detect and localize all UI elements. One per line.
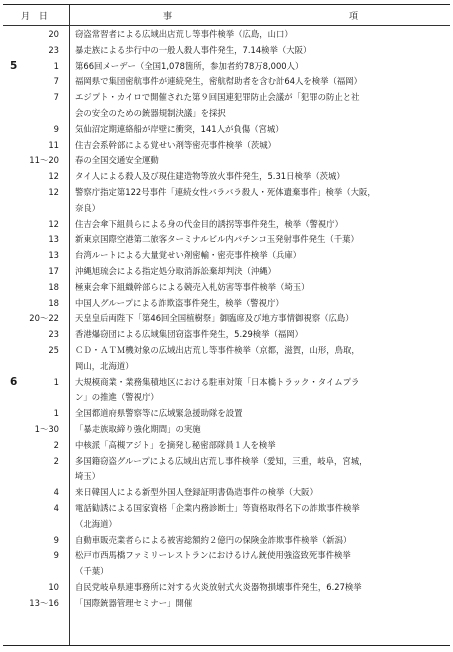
day-label: 2	[53, 455, 59, 466]
day-label: 20～22	[29, 313, 59, 324]
table-row	[3, 169, 450, 185]
table-header	[3, 5, 450, 26]
event-text: 「国際銃器管理セミナー」開催	[75, 597, 193, 608]
day-label: 1～30	[34, 423, 59, 434]
table-row	[3, 533, 450, 549]
event-text: 極東会傘下組織幹部らによる競売入札妨害等事件検挙（埼玉）	[75, 281, 310, 292]
day-label: 13	[48, 234, 59, 245]
event-text: 来日韓国人による新型外国人登録証明書偽造事件の検挙（大阪）	[75, 487, 318, 498]
event-text: 多国籍窃盗グループによる広域出店荒し事件検挙（愛知，三重，岐阜，宮城， 埼玉）	[75, 455, 368, 482]
day-label: 7	[53, 76, 59, 87]
table-row	[3, 580, 450, 596]
table-row	[3, 217, 450, 233]
day-label: 20	[48, 29, 59, 39]
header-event: 事	[163, 12, 181, 22]
event-text: 全国都道府県警察等に広域緊急援助隊を設置	[75, 408, 243, 419]
day-label: 12	[48, 186, 59, 197]
event-text: 住吉会系幹部による覚せい剤等密売事件検挙（茨城）	[75, 139, 276, 150]
day-label: 10	[48, 581, 59, 592]
table-row	[3, 311, 450, 327]
event-text: 第66回メーデー（全国1,078箇所，参加者約78万8,000人）	[75, 60, 304, 71]
table-row	[3, 74, 450, 90]
table-row	[3, 327, 450, 343]
header-date: 月 日	[21, 12, 51, 22]
day-label: 9	[53, 534, 59, 545]
day-label: 23	[48, 44, 59, 55]
day-label: 9	[53, 550, 59, 561]
day-label: 4	[53, 487, 59, 498]
table-row	[3, 122, 450, 138]
table-row	[3, 438, 450, 454]
day-label: 12	[48, 171, 59, 182]
event-text: 松戸市西馬橋ファミリーレストランにおけるけん銃使用強盗致死事件検挙 （千葉）	[75, 550, 351, 577]
table-row	[3, 343, 450, 375]
table-row	[3, 280, 450, 296]
table-row	[3, 454, 450, 486]
event-text: 警察庁指定第122号事件「連続女性バラバラ殺人・死体遺棄事件」検挙（大阪， 奈良）	[75, 186, 376, 213]
table-row	[3, 138, 450, 154]
table-row	[3, 185, 450, 217]
table-row	[3, 296, 450, 312]
event-text: 中国人グループによる詐欺盗事件発生，検挙（警視庁）	[75, 297, 284, 308]
table-row	[3, 406, 450, 422]
day-label: 17	[48, 265, 59, 276]
event-text: エジプト・カイロで開催された第９回国連犯罪防止会議が「犯罪の防止と社 会の安全のための銃器規制決議」を採択	[75, 92, 360, 118]
day-label: 1	[53, 408, 59, 419]
chronology-table	[3, 4, 450, 646]
table-row	[3, 264, 450, 280]
month-label: 5	[10, 59, 18, 72]
event-text: 大規模商業・業務集積地区における駐車対策「日本橋トラック・タイムプラ ン」の推進（警視庁）	[75, 376, 360, 403]
day-label: 1	[53, 60, 59, 71]
header-item: 項	[349, 12, 367, 22]
event-text: タイ人による殺人及び現住建造物等放火事件発生，5.31日検挙（茨城）	[75, 171, 345, 182]
event-text: 春の全国交通安全運動	[75, 155, 159, 166]
event-text: 住吉会傘下組員らによる身の代金目的誘拐等事件発生，検挙（警視庁）	[75, 218, 343, 229]
table-body	[3, 27, 450, 611]
table-row	[3, 422, 450, 438]
day-label: 13～16	[29, 597, 59, 608]
event-text: 中核派「高槻アジト」を摘発し秘密部隊員１人を検挙	[75, 439, 276, 450]
table-row	[3, 485, 450, 501]
event-text: 自民党岐阜県連事務所に対する火炎放射式火炎器物損壊事件発生，6.27検挙	[75, 581, 362, 592]
table-row	[3, 43, 450, 59]
day-label: 25	[48, 344, 59, 355]
event-text: 新東京国際空港第二旅客ターミナルビル内パチンコ玉発射事件発生（千葉）	[75, 234, 359, 245]
table-row	[3, 27, 450, 43]
table-row	[3, 90, 450, 122]
day-label: 4	[53, 502, 59, 513]
event-text: 「暴走族取締り強化期間」の実施	[75, 423, 201, 434]
day-label: 1	[53, 376, 59, 387]
day-label: 13	[48, 250, 59, 261]
table-row	[3, 548, 450, 580]
month-label: 6	[10, 375, 18, 388]
event-text: 香港爆窃団による広域集団窃盗事件発生，5.29検挙（福岡）	[75, 329, 304, 340]
table-row	[3, 59, 450, 75]
event-text: 福岡県で集団密航事件が連続発生，密航幇助者を含む計64人を検挙（福岡）	[75, 76, 363, 87]
table-row	[3, 153, 450, 169]
day-label: 12	[48, 218, 59, 229]
event-text: ＣＤ・ＡＴＭ機対象の広域出店荒し等事件検挙（京都，滋賀，山形，鳥取， 岡山，北海道）	[75, 344, 360, 371]
event-text: 暴走族による歩行中の一般人殺人事件発生，7.14検挙（大阪）	[75, 44, 312, 55]
day-label: 23	[48, 329, 59, 340]
event-text: 気仙沼定期連絡船が岸壁に衝突，141人が負傷（宮城）	[75, 123, 284, 134]
day-label: 2	[53, 439, 59, 450]
day-label: 9	[53, 123, 59, 134]
table-row	[3, 248, 450, 264]
day-label: 18	[48, 297, 59, 308]
day-label: 11	[48, 139, 59, 150]
table-row	[3, 375, 450, 407]
table-row	[3, 596, 450, 612]
event-text: 窃盗常習者による広域出店荒し等事件検挙（広島，山口）	[75, 29, 293, 39]
day-label: 18	[48, 281, 59, 292]
day-label: 7	[53, 92, 59, 103]
event-text: 天皇皇后両陛下「第46回全国植樹祭」御臨席及び地方事情御視察（広島）	[75, 313, 354, 324]
event-text: 沖縄旭琉会による指定処分取消訴訟棄却判決（沖縄）	[75, 265, 276, 276]
event-text: 電話勧誘による国家資格「企業内務診断士」等資格取得名下の詐欺事件検挙 （北海道）	[75, 502, 360, 529]
table-row	[3, 232, 450, 248]
table-row	[3, 501, 450, 533]
event-text: 自動車販売業者らによる被害総額約２億円の保険金詐欺事件検挙（新潟）	[75, 534, 352, 545]
event-text: 台湾ルートによる大量覚せい剤密輸・密売事件検挙（兵庫）	[75, 250, 302, 261]
day-label: 11～20	[29, 155, 59, 166]
